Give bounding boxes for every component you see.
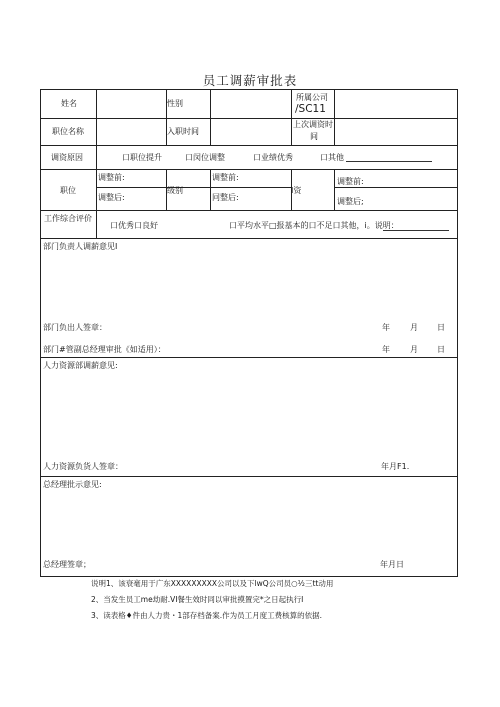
vp-approval-label: 部门#管副总经理审批《如适用）： bbox=[43, 345, 166, 354]
gm-sign-label: 总经理签章； bbox=[43, 560, 91, 569]
col-divider bbox=[96, 89, 97, 145]
entry-time-label: 入职时间 bbox=[167, 127, 199, 136]
table-border-top bbox=[40, 89, 458, 90]
row-divider bbox=[40, 238, 458, 239]
salary-after: 调整后; bbox=[337, 197, 364, 206]
reason-option-adjust[interactable]: 口闵位调整 bbox=[185, 153, 225, 162]
dept-sign-month: 月 bbox=[410, 323, 418, 332]
row-divider bbox=[40, 357, 458, 358]
page-title: 员工调薪审批表 bbox=[202, 73, 298, 88]
col-divider bbox=[291, 89, 292, 145]
hr-sign-date: 年月F1. bbox=[381, 462, 410, 471]
dept-sign-year: 年 bbox=[382, 323, 390, 332]
hr-opinion-label: 人力资源部调薪意见: bbox=[43, 361, 118, 370]
position-name-label: 职位名称 bbox=[52, 127, 84, 136]
row-divider bbox=[40, 118, 458, 119]
col-divider bbox=[334, 169, 335, 210]
last-adjust-label: 上次调资时 bbox=[293, 120, 333, 129]
reason-option-promotion[interactable]: 口职位提升 bbox=[122, 153, 162, 162]
note-2: 2、当发生员工me劫耐.VI餐生效时同以审批摸置完*之日起执行I bbox=[91, 595, 304, 604]
col-divider bbox=[334, 89, 335, 145]
level-before: 调整前: bbox=[212, 173, 239, 182]
col-divider bbox=[210, 169, 211, 210]
table-border-left bbox=[40, 89, 41, 577]
table-border-right bbox=[457, 89, 458, 577]
row-divider bbox=[40, 169, 458, 170]
post-before: 调整前: bbox=[98, 173, 125, 182]
reason-label: 调资原因 bbox=[51, 153, 83, 162]
reason-option-other[interactable]: 口其他 bbox=[320, 153, 344, 162]
gm-sign-date: 年月日 bbox=[380, 560, 404, 569]
reason-other-blank[interactable] bbox=[346, 161, 432, 162]
name-label: 姓名 bbox=[61, 99, 77, 108]
col-divider bbox=[96, 169, 97, 210]
gm-opinion-label: 总经理批示意见: bbox=[43, 480, 102, 489]
hr-sign-label: 人力资源负货人签章： bbox=[43, 462, 123, 471]
col-divider bbox=[96, 145, 97, 169]
eval-note-blank[interactable] bbox=[383, 230, 449, 231]
row-divider bbox=[40, 476, 458, 477]
company-value: /SC11 bbox=[295, 103, 326, 115]
level-after: 冋整后: bbox=[212, 193, 239, 202]
vp-approval-day: 日 bbox=[437, 345, 445, 354]
post-label: 职位 bbox=[60, 186, 76, 195]
reason-option-performance[interactable]: 口业绩优秀 bbox=[253, 153, 293, 162]
last-adjust-label-2: 间 bbox=[310, 132, 318, 141]
row-divider bbox=[40, 145, 458, 146]
row-divider bbox=[334, 187, 457, 188]
col-divider bbox=[210, 89, 211, 145]
eval-option-other[interactable]: 口平均水平□报基本的口不足口其他，i。说明： bbox=[229, 221, 399, 230]
dept-sign-day: 日 bbox=[437, 323, 445, 332]
vp-approval-month: 月 bbox=[410, 345, 418, 354]
note-1: 说明1、该衰毫用于广东XXXXXXXXX公司以及下lwQ公司员○½三tt动用 bbox=[91, 579, 334, 588]
dept-opinion-label: 部门负责人调薪意见I bbox=[43, 242, 118, 251]
company-label: 所属公司 bbox=[296, 93, 328, 102]
level-label: 级别 bbox=[167, 186, 183, 195]
eval-label: 工作综合评价 bbox=[44, 214, 92, 223]
row-divider bbox=[96, 187, 291, 188]
note-3: 3、读表格♦件由人力贵・1部存档备案.作为员工月度工费核算的依据. bbox=[91, 611, 323, 620]
gender-label: 性别 bbox=[167, 99, 183, 108]
post-after: 调整后: bbox=[98, 193, 125, 202]
row-divider bbox=[40, 210, 458, 211]
eval-option-good[interactable]: 口优秀口良好 bbox=[110, 221, 158, 230]
salary-before: 调整前: bbox=[337, 177, 364, 186]
salary-label: I资 bbox=[291, 186, 302, 195]
vp-approval-year: 年 bbox=[382, 345, 390, 354]
col-divider bbox=[96, 210, 97, 238]
table-border-bottom bbox=[40, 576, 458, 577]
dept-sign-label: 部门负出人签章： bbox=[43, 323, 107, 332]
